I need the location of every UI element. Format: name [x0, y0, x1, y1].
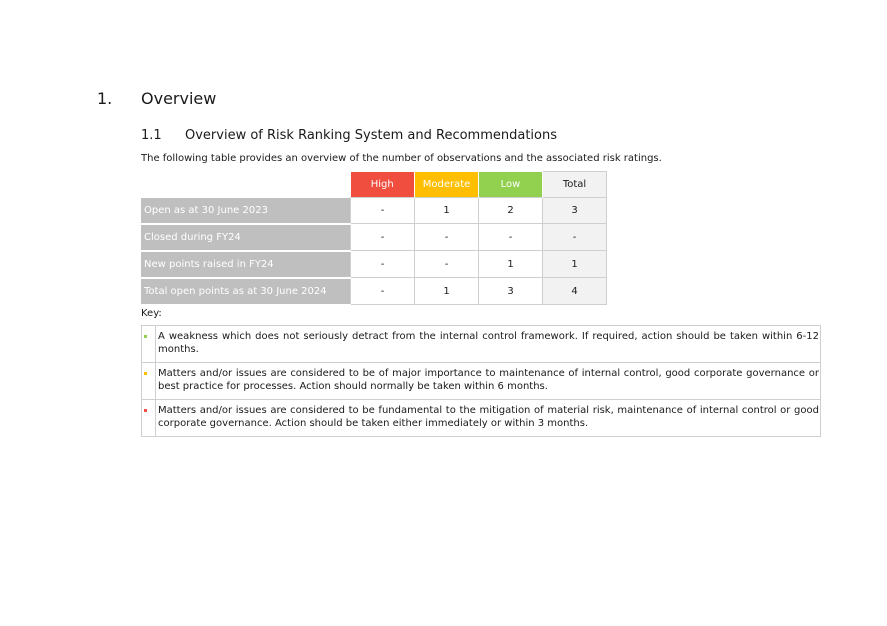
cell-low: 2: [479, 198, 543, 224]
cell-high: -: [351, 251, 415, 278]
bullet-cell: [142, 400, 156, 437]
key-row-moderate: [142, 363, 821, 400]
table-row: [141, 251, 607, 278]
row-label: Open as at 30 June 2023: [141, 198, 351, 224]
col-header-low: Low: [479, 172, 543, 198]
table-row: [141, 224, 607, 251]
cell-moderate: -: [415, 251, 479, 278]
cell-moderate: -: [415, 224, 479, 251]
cell-total: -: [543, 224, 607, 251]
col-header-total: Total: [543, 172, 607, 198]
section-title: Overview: [141, 89, 217, 108]
subsection-title: Overview of Risk Ranking System and Recommendations: [185, 128, 557, 143]
risk-summary-table: [141, 171, 607, 306]
cell-high: -: [351, 224, 415, 251]
row-label: Total open points as at 30 June 2024: [141, 278, 351, 305]
cell-total: 1: [543, 251, 607, 278]
key-text-high: Matters and/or issues are considered to be fundamental to the mitigation of material risk, maintenance of internal control or good corporate governance. Action should be taken either immediately or within 3 months.: [156, 400, 821, 437]
row-label: New points raised in FY24: [141, 251, 351, 278]
cell-high: -: [351, 278, 415, 305]
key-table: [141, 325, 821, 437]
cell-moderate: 1: [415, 278, 479, 305]
table-row: [141, 278, 607, 305]
section-number: 1.: [97, 89, 113, 108]
table-row: [141, 198, 607, 224]
col-header-moderate: Moderate: [415, 172, 479, 198]
amber-bullet-icon: [144, 372, 147, 375]
table-header-row: [141, 172, 607, 198]
key-label: Key:: [141, 308, 162, 319]
col-header-high: High: [351, 172, 415, 198]
row-label: Closed during FY24: [141, 224, 351, 251]
header-blank-cell: [141, 172, 351, 198]
key-row-low: [142, 326, 821, 363]
red-bullet-icon: [144, 409, 147, 412]
subsection-number: 1.1: [141, 128, 162, 143]
bullet-cell: [142, 363, 156, 400]
cell-low: 1: [479, 251, 543, 278]
green-bullet-icon: [144, 335, 147, 338]
intro-paragraph: The following table provides an overview of the number of observations and the associated risk ratings.: [141, 153, 662, 164]
cell-total: 3: [543, 198, 607, 224]
cell-moderate: 1: [415, 198, 479, 224]
cell-low: 3: [479, 278, 543, 305]
key-text-low: A weakness which does not seriously detract from the internal control framework. If required, action should be taken within 6-12 months.: [156, 326, 821, 363]
cell-total: 4: [543, 278, 607, 305]
key-text-moderate: Matters and/or issues are considered to be of major importance to maintenance of internal control, good corporate governance or best practice for processes. Action should normally be taken within 6 months.: [156, 363, 821, 400]
bullet-cell: [142, 326, 156, 363]
cell-low: -: [479, 224, 543, 251]
key-row-high: [142, 400, 821, 437]
cell-high: -: [351, 198, 415, 224]
